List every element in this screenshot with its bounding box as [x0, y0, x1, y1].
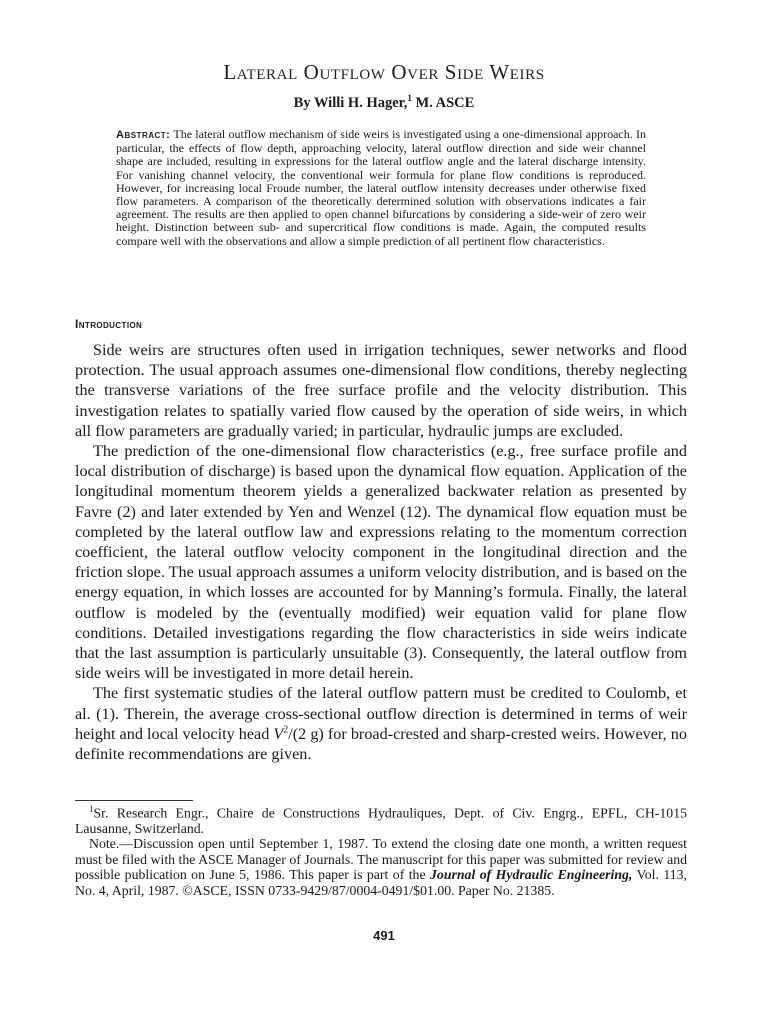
- formula-denominator: /(2 g): [288, 724, 324, 743]
- body-text: [75, 340, 687, 764]
- author-membership: M. ASCE: [411, 94, 475, 111]
- footnote-affiliation: [75, 802, 687, 836]
- abstract: [116, 128, 646, 248]
- discussion-note-text: Note.—Discussion open until September 1, 1987. To extend the closing date one month, a written request must be filed with the ASCE Manager of Journals. The manuscript for this paper was submitted for review and possible publication on June 5, 1986. This paper is part of the: [75, 836, 687, 883]
- author-name: By Willi H. Hager,: [293, 94, 408, 111]
- discussion-note: [75, 836, 687, 898]
- paragraph-2: The prediction of the one-dimensional flow characteristics (e.g., free surface profile and local distribution of discharge) is based upon the dynamical flow equation. Application of the longitudinal momentum theorem yields a generalized backwater relation as presented by Favre (2) and later extended by Yen and Wenzel (12). The dynamical flow equation must be completed by the lateral outflow law and expressions relating to the momentum correction coefficient, the lateral outflow velocity component in the longitudinal direction and the friction slope. The usual approach assumes a uniform velocity distribution, and is based on the energy equation, in which losses are accounted for by Manning’s formula. Finally, the lateral outflow is modeled by the (eventually modified) weir equation valid for plane flow conditions. Detailed investigations regarding the flow characteristics in side weirs indicate that the last assumption is particularly unsuitable (3). Consequently, the lateral outflow from side weirs will be investigated in more detail herein.: [75, 442, 687, 683]
- paragraph-3-text-start: The first systematic studies of the lateral outflow pattern must be credited to Coulomb, et al. (1). Therein, the average cross-sectional outflow direction is determined in terms of weir height and local velocity head: [75, 684, 687, 743]
- footnote-mark: 1: [89, 804, 94, 814]
- formula-velocity: V: [273, 724, 284, 743]
- footnote-affiliation-text: Sr. Research Engr., Chaire de Constructions Hydrauliques, Dept. of Civ. Engrg., EPFL, CH-1015 Lausanne, Switzerland.: [75, 805, 687, 836]
- abstract-label: Abstract:: [116, 129, 171, 141]
- paragraph-3-text-end: for broad-crested and sharp-crested weirs. However, no definite recommendations are given.: [75, 724, 687, 764]
- section-heading-introduction: Introduction: [75, 317, 143, 331]
- paper-title: Lateral Outflow Over Side Weirs: [223, 60, 545, 84]
- discussion-note-citation: Vol. 113, No. 4, April, 1987. ©ASCE, ISSN 0733-9429/87/0004-0491/$01.00. Paper No. 21385.: [75, 867, 687, 898]
- journal-name: Journal of Hydraulic Engineering,: [430, 867, 633, 883]
- paragraph-3: [75, 683, 687, 764]
- page-number: 491: [373, 928, 395, 943]
- author-byline: [0, 93, 768, 112]
- formula-exponent: 2: [283, 724, 289, 736]
- footnotes: [75, 802, 687, 898]
- paragraph-1: Side weirs are structures often used in irrigation techniques, sewer networks and flood protection. The usual approach assumes one-dimensional flow conditions, thereby neglecting the transverse variations of the free surface profile and the velocity distribution. This investigation relates to spatially varied flow caused by the operation of side weirs, in which all flow parameters are gradually varied; in particular, hydraulic jumps are excluded.: [75, 341, 687, 440]
- abstract-text: The lateral outflow mechanism of side weirs is investigated using a one-dimensional approach. In particular, the effects of flow depth, approaching velocity, lateral outflow direction and side weir channel shape are included, resulting in expressions for the lateral outflow angle and the lateral discharge intensity. For vanishing channel velocity, the conventional weir formula for plane flow conditions is reproduced. However, for increasing local Froude number, the lateral outflow intensity decreases under otherwise fixed flow parameters. A comparison of the theoretically determined solution with observations indicates a fair agreement. The results are then applied to open channel bifurcations by considering a side-weir of zero weir height. Distinction between sub- and supercritical flow conditions is made. Again, the computed results compare well with the observations and allow a simple prediction of all pertinent flow characteristics.: [116, 127, 646, 248]
- author-footnote-mark: 1: [407, 93, 412, 103]
- footnote-divider: [75, 800, 193, 801]
